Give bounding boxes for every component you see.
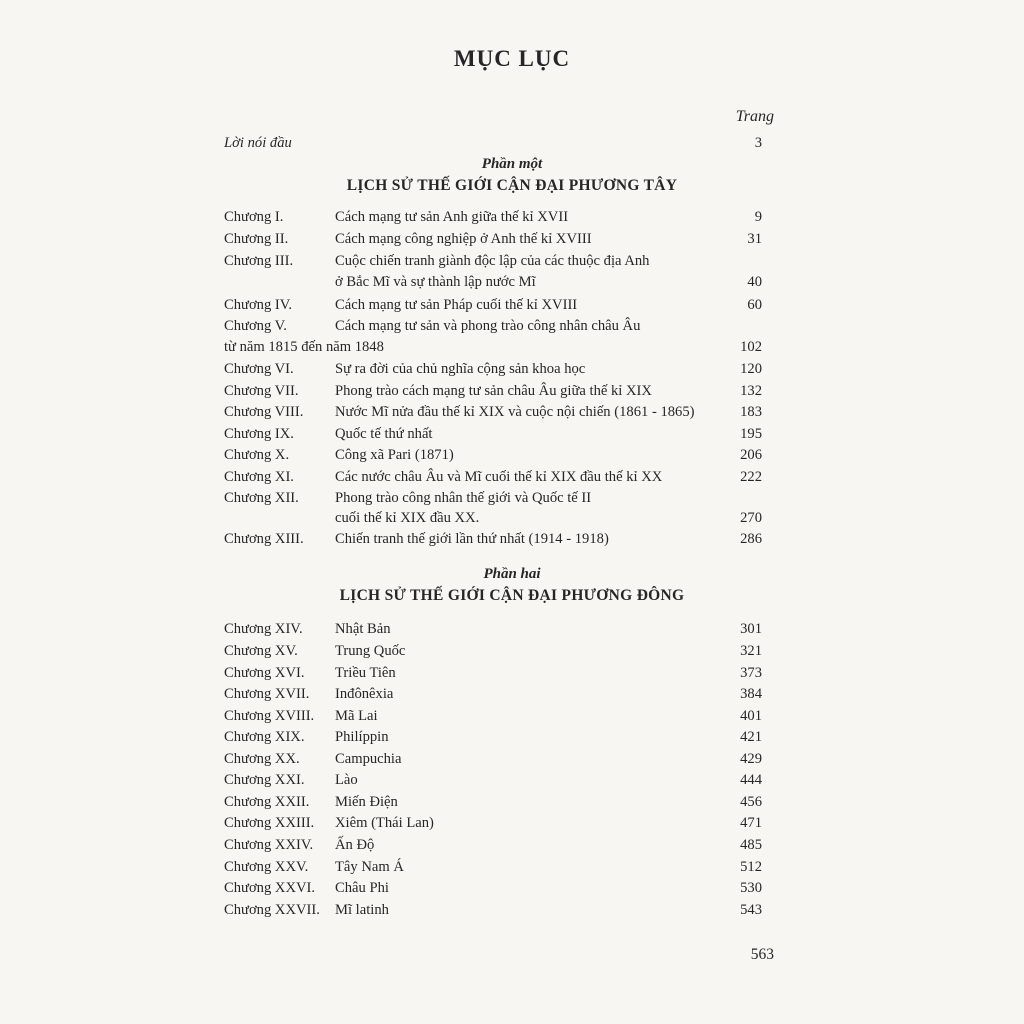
part-one-label: Phần một: [481, 156, 543, 172]
page-title: MỤC LỤC: [453, 46, 571, 71]
toc-row: [224, 206, 762, 228]
chapter-page: 120: [740, 361, 762, 377]
chapter-title: Cách mạng tư sản và phong trào công nhân châu Âu: [335, 318, 641, 334]
chapter-number: Chương XIV.: [224, 621, 303, 637]
chapter-number: Chương XXVI.: [224, 880, 316, 896]
chapter-number: Chương XXIII.: [224, 815, 315, 831]
toc-row: [224, 487, 762, 509]
chapter-page: 429: [740, 751, 762, 767]
part-two-title: LỊCH SỬ THẾ GIỚI CẬN ĐẠI PHƯƠNG ĐÔNG: [339, 587, 685, 604]
chapter-title: Công xã Pari (1871): [335, 447, 454, 463]
preface-title: Lời nói đầu: [224, 135, 292, 151]
chapter-title: Mĩ latinh: [335, 902, 389, 918]
chapter-title-continuation: ở Bắc Mĩ và sự thành lập nước Mĩ: [335, 274, 536, 290]
chapter-number: Chương I.: [224, 209, 284, 225]
chapter-title: Inđônêxia: [335, 686, 394, 702]
chapter-title: Philíppin: [335, 729, 389, 745]
chapter-number: Chương XVII.: [224, 686, 310, 702]
chapter-number: Chương VI.: [224, 361, 294, 377]
chapter-number: Chương XXVII.: [224, 902, 320, 918]
chapter-page: 401: [740, 708, 762, 724]
chapter-page: 9: [754, 209, 762, 225]
chapter-title: Tây Nam Á: [335, 859, 404, 875]
chapter-page: 206: [740, 447, 762, 463]
toc-row: [224, 877, 762, 899]
chapter-title: Nước Mĩ nửa đầu thế kỉ XIX và cuộc nội chiến (1861 - 1865): [335, 404, 695, 420]
chapter-page: 270: [740, 510, 762, 526]
chapter-title: Sự ra đời của chủ nghĩa cộng sản khoa học: [335, 361, 586, 377]
chapter-number: Chương XV.: [224, 643, 298, 659]
toc-row: [224, 401, 762, 423]
chapter-number: Chương VIII.: [224, 404, 304, 420]
chapter-page: 485: [740, 837, 762, 853]
chapter-page: 286: [740, 531, 762, 547]
chapter-number: Chương X.: [224, 447, 290, 463]
chapter-page: 456: [740, 794, 762, 810]
chapter-title: Trung Quốc: [335, 643, 406, 659]
chapter-title: Phong trào cách mạng tư sản châu Âu giữa thế kỉ XIX: [335, 383, 652, 399]
toc-row-continuation: [335, 271, 762, 293]
chapter-number: Chương XVI.: [224, 665, 305, 681]
chapter-title: Cách mạng tư sản Anh giữa thế kỉ XVII: [335, 209, 569, 225]
chapter-title: Ấn Độ: [335, 837, 375, 853]
toc-row: [224, 294, 762, 316]
toc-row: [224, 618, 762, 640]
toc-row: [224, 466, 762, 488]
chapter-number: Chương XI.: [224, 469, 294, 485]
chapter-number: Chương XXII.: [224, 794, 310, 810]
chapter-number: Chương IX.: [224, 426, 294, 442]
toc-row-preface: [224, 132, 762, 154]
chapter-number: Chương XIII.: [224, 531, 304, 547]
chapter-title: Lào: [335, 772, 358, 788]
toc-row: [224, 683, 762, 705]
toc-row: [224, 423, 762, 445]
chapter-number: Chương XIX.: [224, 729, 305, 745]
chapter-page: 102: [740, 339, 762, 355]
toc-row: [224, 250, 762, 272]
chapter-page: 195: [740, 426, 762, 442]
toc-row-continuation: [224, 336, 762, 358]
chapter-page: 373: [740, 665, 762, 681]
chapter-page: 60: [747, 297, 762, 313]
chapter-number: Chương XXI.: [224, 772, 305, 788]
chapter-title: Triều Tiên: [335, 665, 396, 681]
toc-row: [224, 358, 762, 380]
chapter-number: Chương XVIII.: [224, 708, 315, 724]
preface-page: 3: [754, 135, 762, 151]
toc-row: [224, 662, 762, 684]
chapter-page: 132: [740, 383, 762, 399]
chapter-number: Chương XXV.: [224, 859, 309, 875]
toc-row: [224, 705, 762, 727]
chapter-title: Quốc tế thứ nhất: [335, 426, 433, 442]
toc-row: [224, 380, 762, 402]
toc-row: [224, 315, 762, 337]
chapter-page: 384: [740, 686, 762, 702]
chapter-title: Miến Điện: [335, 794, 398, 810]
chapter-number: Chương IV.: [224, 297, 293, 313]
toc-row: [224, 640, 762, 662]
toc-row: [224, 899, 762, 921]
chapter-page: 444: [740, 772, 762, 788]
chapter-title: Nhật Bản: [335, 621, 391, 637]
chapter-title: Cách mạng tư sản Pháp cuối thế kỉ XVIII: [335, 297, 578, 313]
chapter-title: Xiêm (Thái Lan): [335, 815, 434, 831]
toc-row: [224, 726, 762, 748]
chapter-page: 530: [740, 880, 762, 896]
chapter-page: 321: [740, 643, 762, 659]
chapter-title: Campuchia: [335, 751, 402, 767]
page-column-header: Trang: [735, 108, 774, 125]
chapter-title: Cách mạng công nghiệp ở Anh thế kỉ XVIII: [335, 231, 592, 247]
chapter-title-continuation: cuối thế kỉ XIX đầu XX.: [335, 510, 480, 526]
chapter-title: Các nước châu Âu và Mĩ cuối thế kỉ XIX đầu thế kỉ XX: [335, 469, 663, 485]
chapter-number: Chương III.: [224, 253, 294, 269]
toc-row: [224, 748, 762, 770]
chapter-page: 31: [747, 231, 762, 247]
toc-row: [224, 228, 762, 250]
part-two-label: Phần hai: [483, 566, 541, 582]
chapter-number: Chương XXIV.: [224, 837, 314, 853]
toc-row: [224, 812, 762, 834]
chapter-number: Chương VII.: [224, 383, 299, 399]
chapter-page: 183: [740, 404, 762, 420]
chapter-number: Chương II.: [224, 231, 289, 247]
chapter-page: 40: [747, 274, 762, 290]
chapter-title: Chiến tranh thế giới lần thứ nhất (1914 - 1918): [335, 531, 609, 547]
toc-row: [224, 769, 762, 791]
chapter-number: Chương XII.: [224, 490, 299, 506]
chapter-page: 543: [740, 902, 762, 918]
chapter-title: Mã Lai: [335, 708, 378, 724]
chapter-number: Chương XX.: [224, 751, 300, 767]
chapter-title: Châu Phi: [335, 880, 389, 896]
chapter-title: Cuộc chiến tranh giành độc lập của các thuộc địa Anh: [335, 253, 650, 269]
toc-row: [224, 791, 762, 813]
part-one-title: LỊCH SỬ THẾ GIỚI CẬN ĐẠI PHƯƠNG TÂY: [346, 177, 678, 194]
chapter-number: Chương V.: [224, 318, 287, 334]
toc-row: [224, 834, 762, 856]
chapter-title-continuation: từ năm 1815 đến năm 1848: [224, 339, 384, 355]
chapter-title: Phong trào công nhân thế giới và Quốc tế II: [335, 490, 592, 506]
chapter-page: 512: [740, 859, 762, 875]
toc-row-continuation: [335, 507, 762, 529]
toc-row: [224, 528, 762, 550]
page-number: 563: [750, 946, 774, 963]
chapter-page: 421: [740, 729, 762, 745]
chapter-page: 222: [740, 469, 762, 485]
toc-row: [224, 856, 762, 878]
chapter-page: 301: [740, 621, 762, 637]
toc-row: [224, 444, 762, 466]
chapter-page: 471: [740, 815, 762, 831]
